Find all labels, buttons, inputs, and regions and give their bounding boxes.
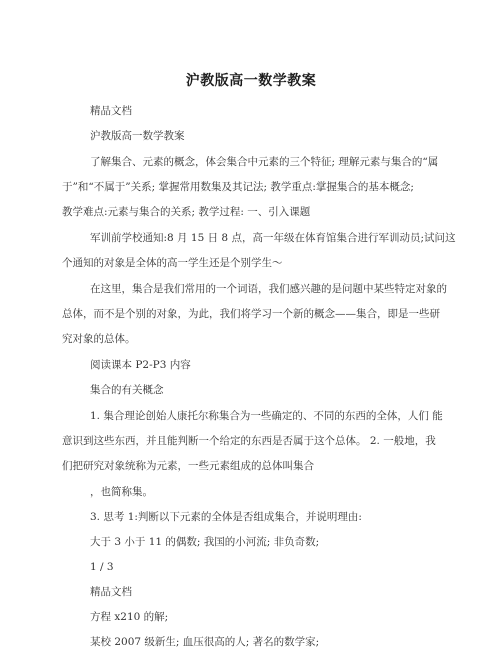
text-line: 方程 x210 的解; [90,611,169,623]
text-line: 军训前学校通知:8 月 15 日 8 点，高一年级在体育馆集合进行军训动员;试问这 [90,232,456,244]
text-line: 阅读课本 P2-P3 内容 [90,359,191,371]
text-line: 集合的有关概念 [90,384,164,396]
page-number: 1 / 3 [90,561,114,573]
text-line: 于”和“不属于”关系; 掌握常用数集及其记法; 教学重点:掌握集合的基本概念; [62,181,414,193]
text-line: 3. 思考 1:判断以下元素的全体是否组成集合，并说明理由: [90,511,362,523]
text-line: 教学难点:元素与集合的关系; 教学过程: 一、引入课题 [62,206,311,218]
text-line: 个通知的对象是全体的高一学生还是个别学生～ [62,257,283,269]
text-line: 意识到这些东西，并且能判断一个给定的东西是否属于这个总体。 2. 一般地，我 [62,435,436,447]
text-line: 大于 3 小于 11 的偶数; 我国的小河流; 非负奇数; [90,536,320,548]
text-line: 沪教版高一数学教案 [90,130,185,142]
text-line: 某校 2007 级新生; 血压很高的人; 著名的数学家; [90,636,320,648]
text-line: 精品文档 [90,586,132,598]
text-line: 总体，而不是个别的对象，为此，我们将学习一个新的概念——集合，即是一些研 [62,308,440,320]
text-line: 1. 集合理论创始人康托尔称集合为一些确定的、不同的东西的全体，人们 能 [90,410,443,422]
document-title: 沪教版高一数学教案 [185,73,317,89]
text-line: 究对象的总体。 [62,333,136,345]
text-line: 精品文档 [90,105,132,117]
text-line: 们把研究对象统称为元素，一些元素组成的总体叫集合 [62,460,314,472]
text-line: 在这里，集合是我们常用的一个词语，我们感兴趣的是问题中某些特定对象的 [90,283,447,295]
text-line: ，也简称集。 [90,486,153,498]
text-line: 了解集合、元素的概念，体会集合中元素的三个特征; 理解元素与集合的“属 [90,156,439,168]
